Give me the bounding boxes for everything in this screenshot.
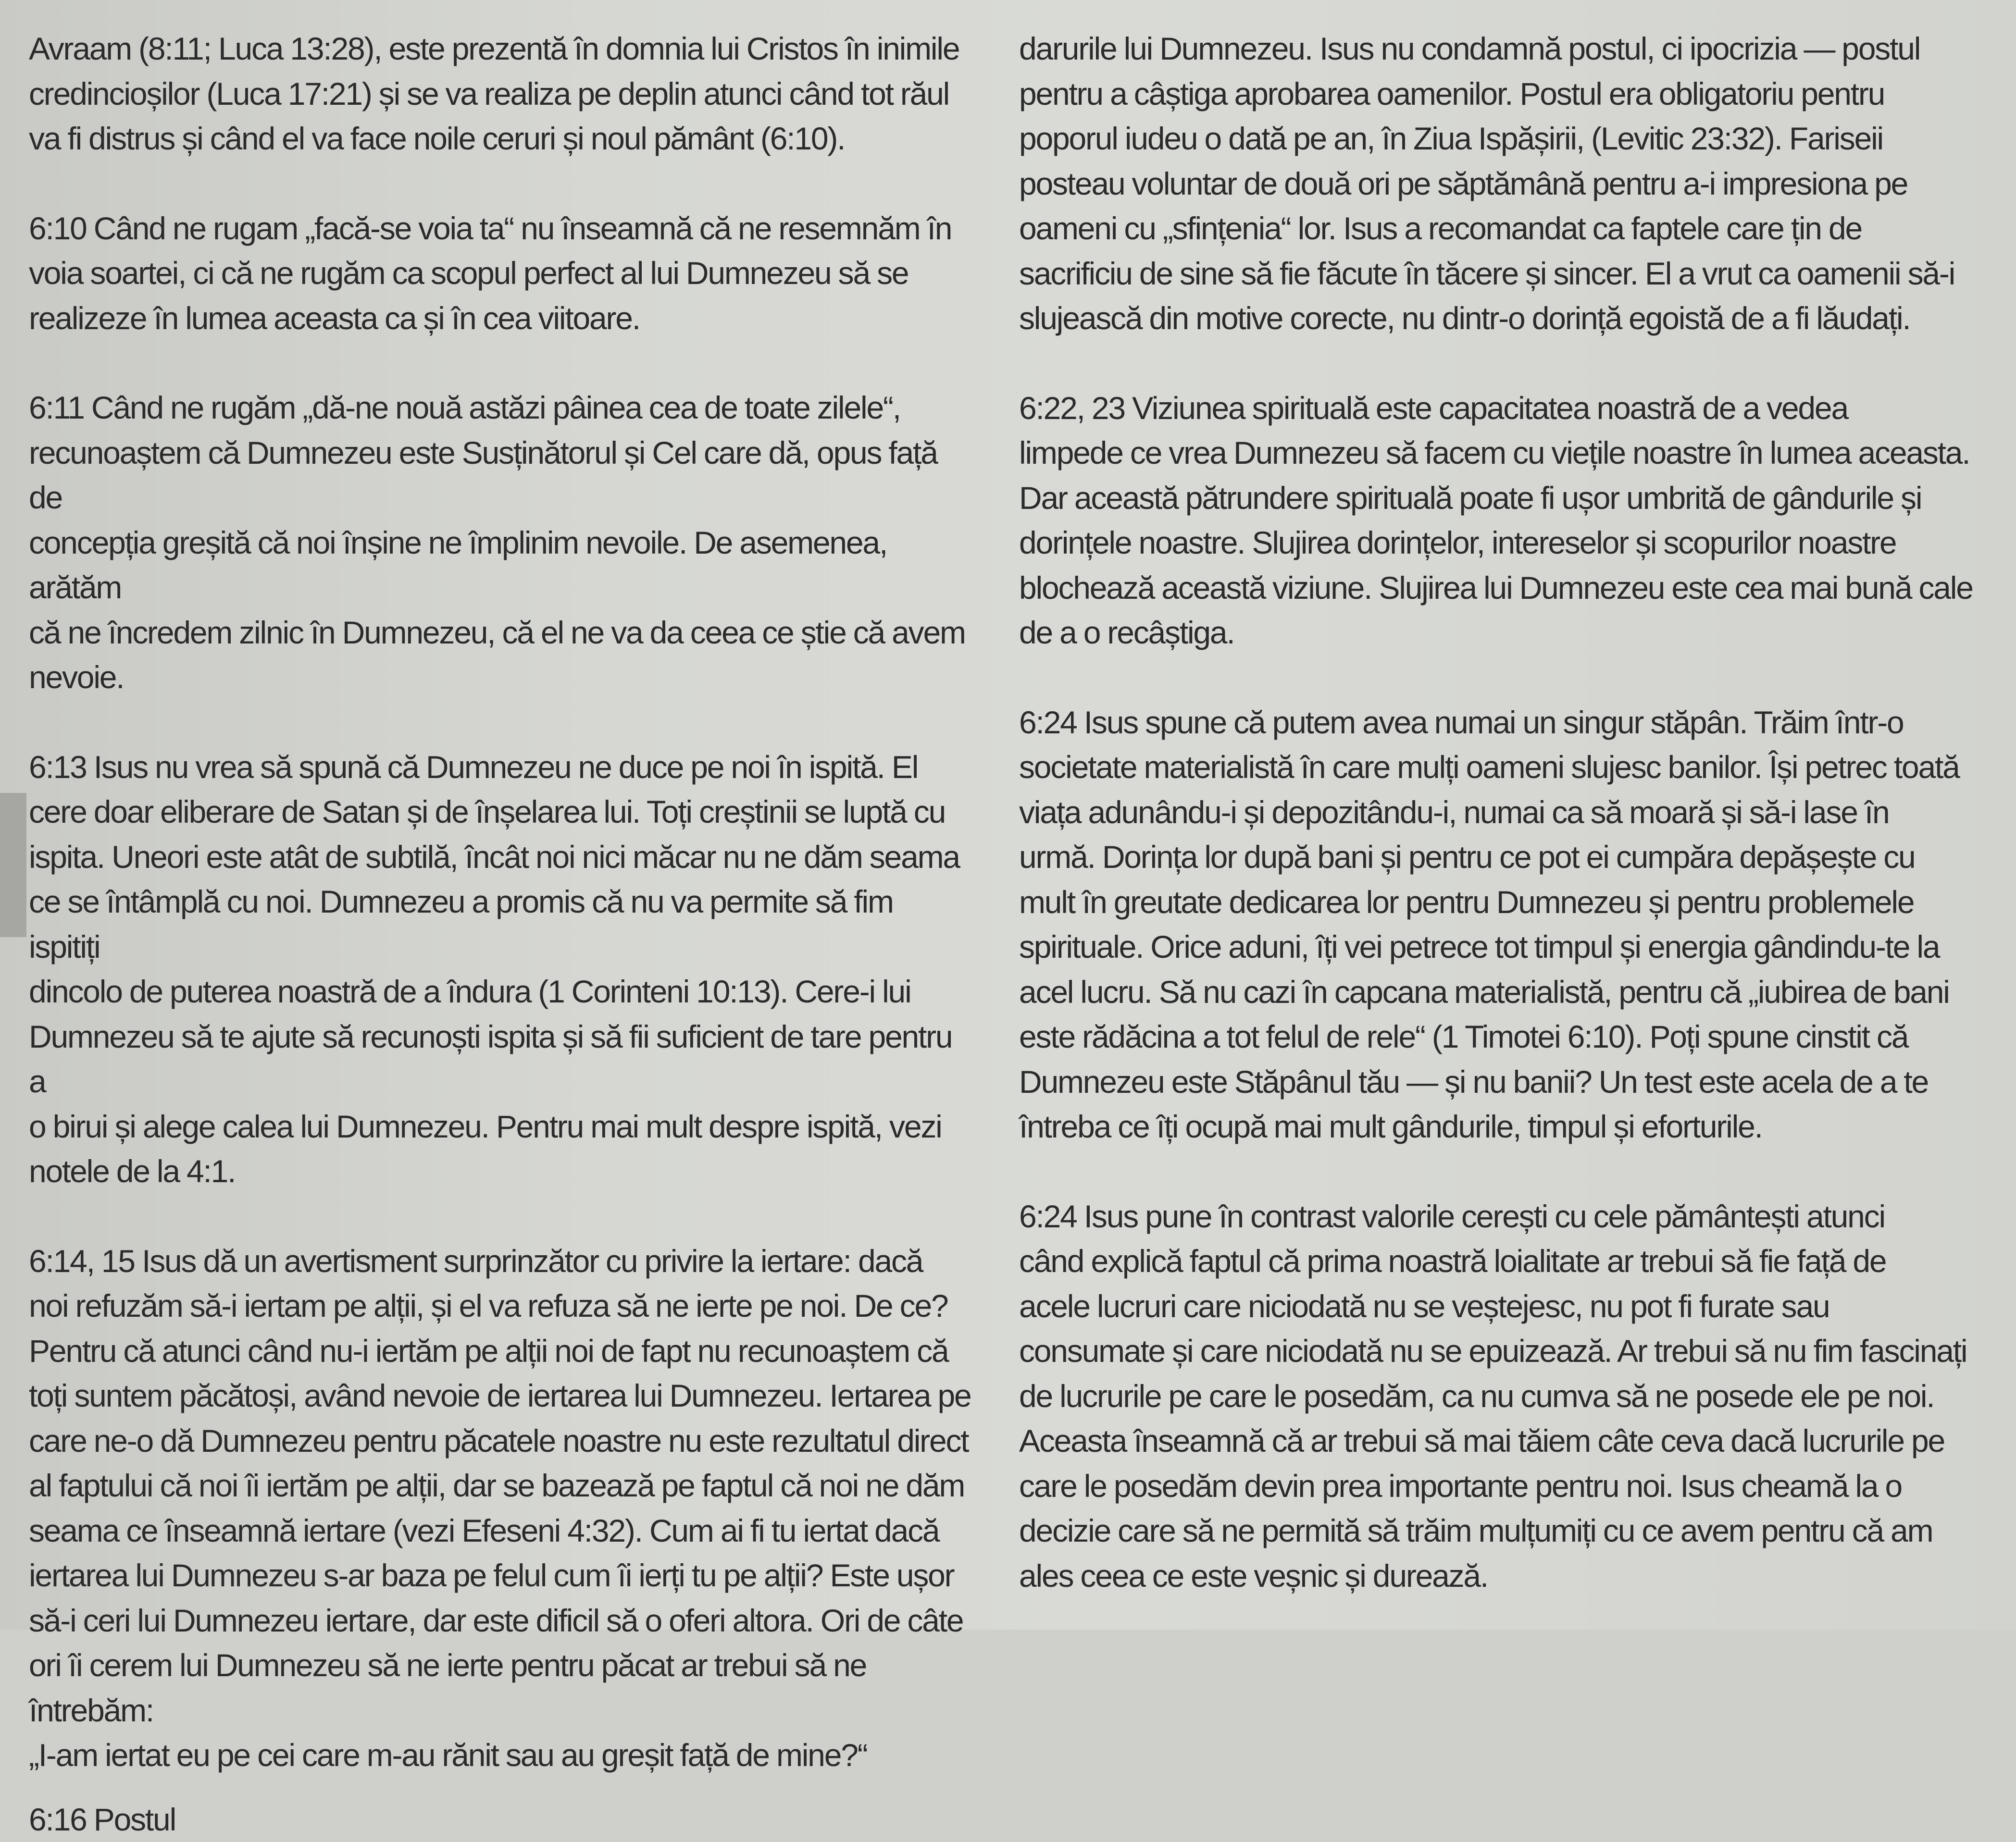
page-edge-shadow bbox=[0, 793, 26, 937]
paragraph-fasting-continuation: darurile lui Dumnezeu. Isus nu condamnă postul, ci ipocrizia — postul pentru a câștiga aprobarea oamenilor. Postul era obligatoriu pentru poporul iudeu o dată pe an, în Ziua Ispășirii, (Levitic 23:32). Fariseii posteau voluntar de două ori pe săptămână pentru a-i impresiona pe oameni cu „sfințenia“ lor. Isus a recomandat ca faptele care țin de sacrificiu de sine să fie făcute în tăcere și sincer. El a vrut ca oamenii să-i slujească din motive corecte, nu dintr-o dorință egoistă de a fi lăudați. bbox=[1019, 31, 1955, 336]
paragraph-6-10: 6:10 Când ne rugam „facă-se voia ta“ nu înseamnă că ne resemnăm în voia soartei, ci că ne rugăm ca scopul perfect al lui Dumnezeu să se realizeze în lumea aceasta ca și în cea viitoare. bbox=[29, 210, 952, 336]
paragraph-6-14-15: 6:14, 15 Isus dă un avertisment surprinzător cu privire la iertare: dacă noi refuzăm să-i iertam pe alții, și el va refuza să ne ierte pe noi. De ce? Pentru că atunci când nu-i iertăm pe alții noi de fapt nu recunoaștem că toți suntem păcătoși, având nevoie de iertarea lui Dumnezeu. Iertarea pe care ne-o dă Dumnezeu pentru păcatele noastre nu este rezultatul direct al faptului că noi îi iertăm pe alții, dar se bazează pe faptul că noi ne dăm seama ce înseamnă iertare (vezi Efeseni 4:32). Cum ai fi tu iertat dacă iertarea lui Dumnezeu s-ar baza pe felul cum îi ierți tu pe alții? Este ușor să-i ceri lui Dumnezeu iertare, dar este dificil să o oferi altora. Ori de câte ori îi cerem lui Dumnezeu să ne ierte pentru păcat ar trebui să ne întrebăm: „I-am iertat eu pe cei care m-au rănit sau au greșit față de mine?“ bbox=[29, 1243, 971, 1773]
paragraph-6-16-cut-off: 6:16 Postul bbox=[29, 1801, 176, 1837]
paragraph-kingdom-continuation: Avraam (8:11; Luca 13:28), este prezentă în domnia lui Cristos în inimile credincioșilor (Luca 17:21) și se va realiza pe deplin atunci când tot răul va fi distrus și când el va face noile ceruri și noul pământ (6:10). bbox=[29, 31, 959, 156]
right-column bbox=[1019, 26, 2000, 1643]
paragraph-6-24-master: 6:24 Isus spune că putem avea numai un singur stăpân. Trăim într-o societate materialistă în care mulți oameni slujesc banilor. Își petrec toată viața adunându-i și depozitându-i, numai ca să moară și să-i lase în urmă. Dorința lor după bani și pentru ce pot ei cumpăra depășește cu mult în greutate dedicarea lor pentru Dumnezeu și pentru problemele spirituale. Orice aduni, îți vei petrece tot timpul și energia gândindu-te la acel lucru. Să nu cazi în capcana materialistă, pentru că „iubirea de bani este rădăcina a tot felul de rele“ (1 Timotei 6:10). Poți spune cinstit că Dumnezeu este Stăpânul tău — și nu banii? Un test este acela de a te întreba ce îți ocupă mai mult gândurile, timpul și eforturile. bbox=[1019, 704, 1959, 1144]
paragraph-6-13: 6:13 Isus nu vrea să spună că Dumnezeu ne duce pe noi în ispită. El cere doar eliberare de Satan și de înșelarea lui. Toți creștinii se luptă cu ispita. Uneori este atât de subtilă, încât noi nici măcar nu ne dăm seama ce se întâmplă cu noi. Dumnezeu a promis că nu va permite să fim ispitiți dincolo de puterea noastră de a îndura (1 Corinteni 10:13). Cere-i lui Dumnezeu să te ajute să recunoști ispita și să fii suficient de tare pentru a o birui și alege calea lui Dumnezeu. Pentru mai mult despre ispită, vezi notele de la 4:1. bbox=[29, 749, 959, 1189]
left-column bbox=[29, 26, 971, 1837]
paragraph-6-24-treasures: 6:24 Isus pune în contrast valorile cerești cu cele pământești atunci când explică faptul că prima noastră loialitate ar trebui să fie față de acele lucruri care niciodată nu se veștejesc, nu pot fi furate sau consumate și care niciodată nu se epuizează. Ar trebui să nu fim fascinați de lucrurile pe care le posedăm, ca nu cumva să ne posede ele pe noi. Aceasta înseamnă că ar trebui să mai tăiem câte ceva dacă lucrurile pe care le posedăm devin prea importante pentru noi. Isus cheamă la o decizie care să ne permită să trăim mulțumiți cu ce avem pentru că am ales ceea ce este veșnic și durează. bbox=[1019, 1198, 1967, 1594]
paragraph-6-22-23: 6:22, 23 Viziunea spirituală este capacitatea noastră de a vedea limpede ce vrea Dumnezeu să facem cu viețile noastre în lumea aceasta. Dar această pătrundere spirituală poate fi ușor umbrită de gândurile și dorințele noastre. Slujirea dorințelor, intereselor și scopurilor noastre blochează această viziune. Slujirea lui Dumnezeu este cea mai bună cale de a o recâștiga. bbox=[1019, 390, 1973, 650]
paragraph-6-11: 6:11 Când ne rugăm „dă-ne nouă astăzi pâinea cea de toate zilele“, recunoaștem că Dumnezeu este Susținătorul și Cel care dă, opus față de concepția greșită că noi înșine ne împlinim nevoile. De asemenea, arătăm că ne încredem zilnic în Dumnezeu, că el ne va da ceea ce știe că avem nevoie. bbox=[29, 390, 965, 695]
